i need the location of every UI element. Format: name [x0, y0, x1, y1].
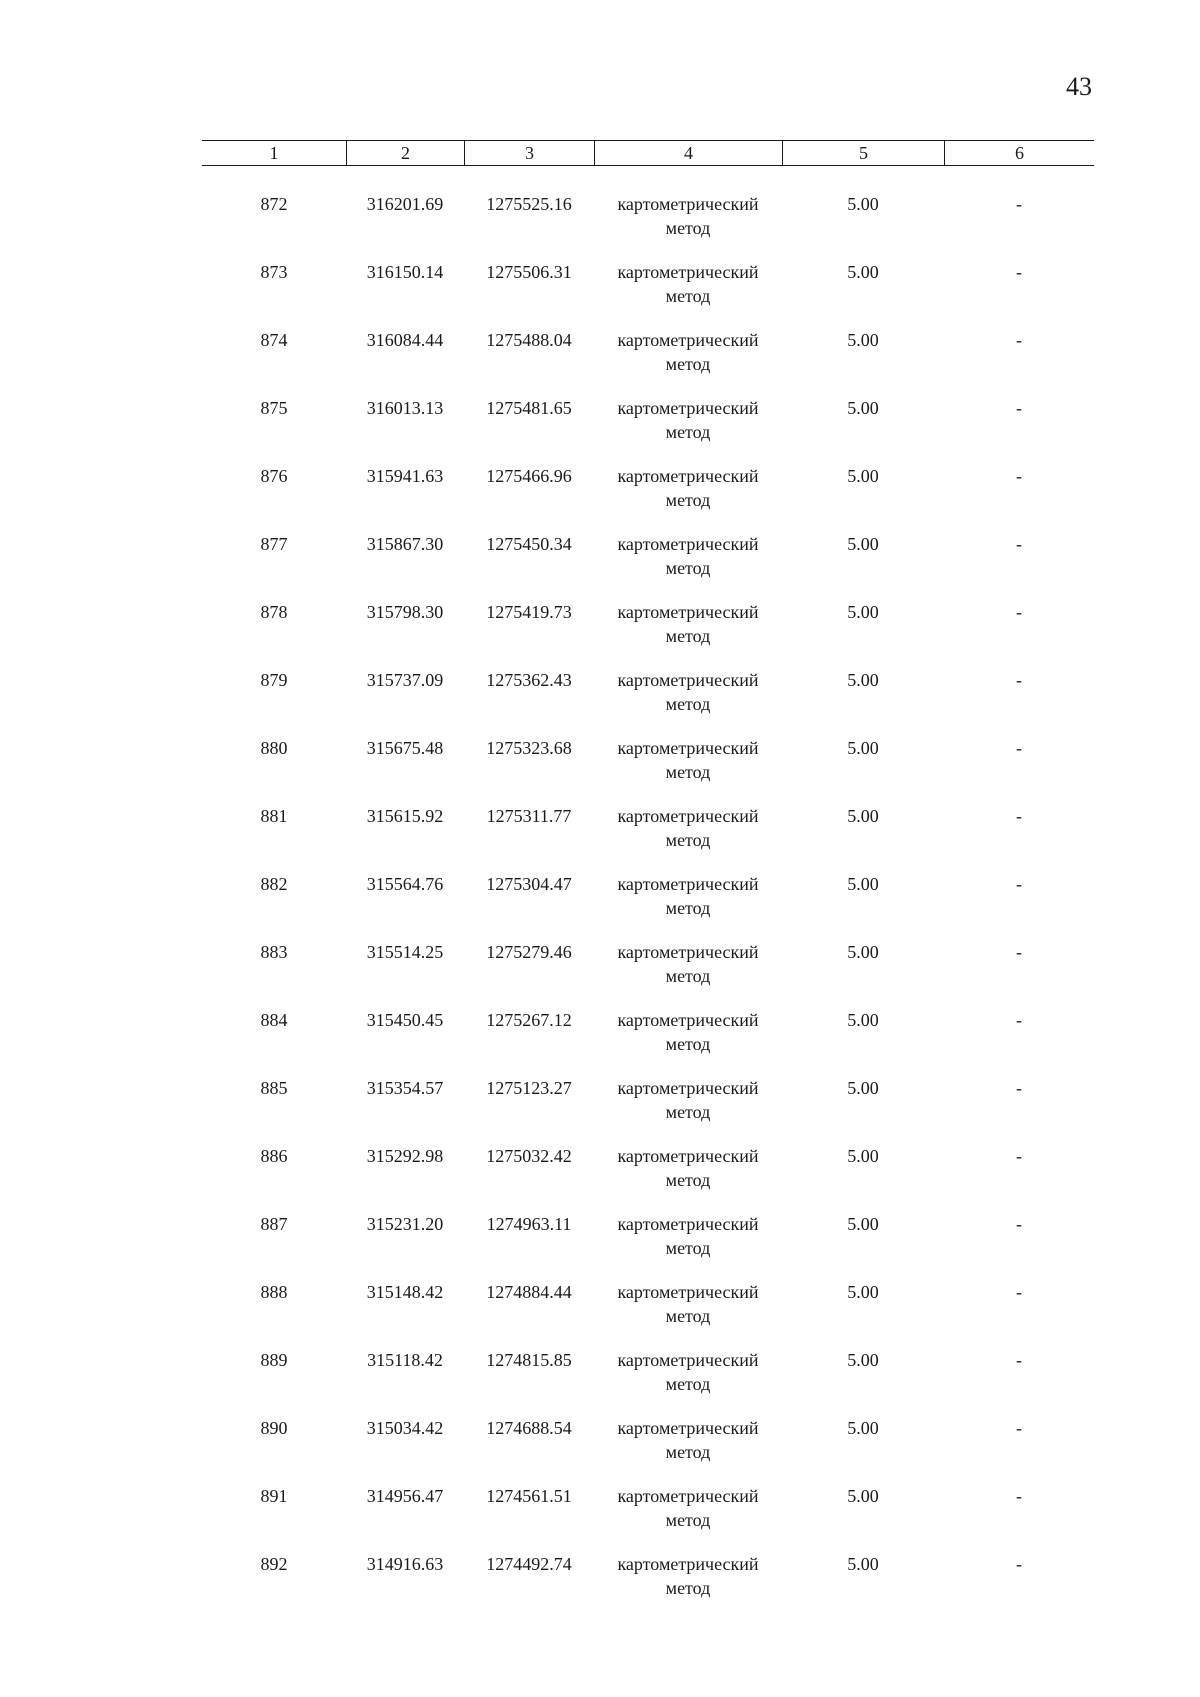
- method-line-1: картометрический: [617, 330, 759, 350]
- method: [594, 736, 782, 784]
- method-line-1: картометрический: [617, 1146, 759, 1166]
- note: -: [1016, 1146, 1022, 1166]
- method: [594, 1008, 782, 1056]
- method-line-2: метод: [665, 286, 711, 306]
- coordinate-y: 1275525.16: [486, 194, 572, 214]
- accuracy: 5.00: [847, 602, 879, 622]
- table-row: [202, 1008, 1094, 1076]
- point-number: 884: [260, 1010, 288, 1030]
- coordinate-x: 315034.42: [366, 1418, 444, 1438]
- coordinate-y: 1274492.74: [486, 1554, 572, 1574]
- method: [594, 1484, 782, 1532]
- method-line-2: метод: [665, 830, 711, 850]
- point-number: 873: [260, 262, 288, 282]
- note: -: [1016, 398, 1022, 418]
- coordinate-y: 1275267.12: [486, 1010, 572, 1030]
- note: -: [1016, 874, 1022, 894]
- method: [594, 804, 782, 852]
- note: -: [1016, 1214, 1022, 1234]
- note: -: [1016, 670, 1022, 690]
- coordinate-x: 315564.76: [366, 874, 444, 894]
- method-line-1: картометрический: [617, 1418, 759, 1438]
- accuracy: 5.00: [847, 670, 879, 690]
- note: -: [1016, 1350, 1022, 1370]
- method-line-1: картометрический: [617, 1282, 759, 1302]
- point-number: 877: [260, 534, 288, 554]
- coordinate-y: 1275279.46: [486, 942, 572, 962]
- coordinate-x: 315148.42: [366, 1282, 444, 1302]
- point-number: 882: [260, 874, 288, 894]
- accuracy: 5.00: [847, 330, 879, 350]
- coordinate-y: 1275419.73: [486, 602, 572, 622]
- table-body: [202, 192, 1094, 1620]
- method-line-2: метод: [665, 626, 711, 646]
- coordinate-y: 1274688.54: [486, 1418, 572, 1438]
- point-number: 880: [260, 738, 288, 758]
- table-row: [202, 1416, 1094, 1484]
- header-col-3: 3: [464, 141, 594, 165]
- note: -: [1016, 1486, 1022, 1506]
- coordinate-y: 1275362.43: [486, 670, 572, 690]
- method-line-1: картометрический: [617, 398, 759, 418]
- coordinate-y: 1275123.27: [486, 1078, 572, 1098]
- point-number: 885: [260, 1078, 288, 1098]
- header-col-5: 5: [782, 141, 944, 165]
- point-number: 875: [260, 398, 288, 418]
- table-row: [202, 192, 1094, 260]
- method-line-1: картометрический: [617, 738, 759, 758]
- coordinate-y: 1275311.77: [486, 806, 572, 826]
- method: [594, 1144, 782, 1192]
- page-number: 43: [1066, 72, 1092, 101]
- coordinate-y: 1275032.42: [486, 1146, 572, 1166]
- method: [594, 940, 782, 988]
- coordinate-y: 1274884.44: [486, 1282, 572, 1302]
- coordinate-x: 315737.09: [366, 670, 444, 690]
- point-number: 872: [260, 194, 288, 214]
- method-line-2: метод: [665, 1306, 711, 1326]
- table-row: [202, 804, 1094, 872]
- method: [594, 464, 782, 512]
- accuracy: 5.00: [847, 194, 879, 214]
- method-line-2: метод: [665, 1034, 711, 1054]
- method-line-1: картометрический: [617, 1214, 759, 1234]
- method-line-1: картометрический: [617, 1486, 759, 1506]
- accuracy: 5.00: [847, 942, 879, 962]
- method-line-1: картометрический: [617, 1350, 759, 1370]
- table-row: [202, 872, 1094, 940]
- point-number: 883: [260, 942, 288, 962]
- point-number: 887: [260, 1214, 288, 1234]
- point-number: 886: [260, 1146, 288, 1166]
- table-row: [202, 1484, 1094, 1552]
- table-row: [202, 1348, 1094, 1416]
- method-line-1: картометрический: [617, 262, 759, 282]
- table-row: [202, 464, 1094, 532]
- note: -: [1016, 1078, 1022, 1098]
- coordinate-x: 315450.45: [366, 1010, 444, 1030]
- method-line-2: метод: [665, 1238, 711, 1258]
- table-row: [202, 260, 1094, 328]
- table-row: [202, 532, 1094, 600]
- method: [594, 1552, 782, 1600]
- point-number: 889: [260, 1350, 288, 1370]
- accuracy: 5.00: [847, 738, 879, 758]
- method: [594, 600, 782, 648]
- table-row: [202, 1076, 1094, 1144]
- point-number: 892: [260, 1554, 288, 1574]
- table-row: [202, 1280, 1094, 1348]
- note: -: [1016, 262, 1022, 282]
- method: [594, 260, 782, 308]
- method-line-2: метод: [665, 218, 711, 238]
- method-line-2: метод: [665, 1510, 711, 1530]
- note: -: [1016, 1554, 1022, 1574]
- method: [594, 872, 782, 920]
- method-line-1: картометрический: [617, 942, 759, 962]
- note: -: [1016, 1282, 1022, 1302]
- method-line-1: картометрический: [617, 1078, 759, 1098]
- point-number: 890: [260, 1418, 288, 1438]
- coordinate-x: 315941.63: [366, 466, 444, 486]
- coordinate-x: 315354.57: [366, 1078, 444, 1098]
- header-col-6: 6: [944, 141, 1094, 165]
- accuracy: 5.00: [847, 1486, 879, 1506]
- method-line-2: метод: [665, 1442, 711, 1462]
- method-line-2: метод: [665, 1170, 711, 1190]
- table-row: [202, 1144, 1094, 1212]
- accuracy: 5.00: [847, 466, 879, 486]
- coordinate-x: 314956.47: [366, 1486, 444, 1506]
- point-number: 891: [260, 1486, 288, 1506]
- coordinate-x: 316150.14: [366, 262, 444, 282]
- method-line-1: картометрический: [617, 466, 759, 486]
- method-line-1: картометрический: [617, 602, 759, 622]
- method-line-2: метод: [665, 1102, 711, 1122]
- method: [594, 328, 782, 376]
- coordinate-y: 1275323.68: [486, 738, 572, 758]
- coordinate-x: 315231.20: [366, 1214, 444, 1234]
- coordinate-x: 316013.13: [366, 398, 444, 418]
- coordinate-y: 1275450.34: [486, 534, 572, 554]
- method: [594, 1348, 782, 1396]
- note: -: [1016, 534, 1022, 554]
- method-line-1: картометрический: [617, 670, 759, 690]
- accuracy: 5.00: [847, 1010, 879, 1030]
- coordinate-x: 315118.42: [367, 1350, 443, 1370]
- coordinate-y: 1274815.85: [486, 1350, 572, 1370]
- note: -: [1016, 1418, 1022, 1438]
- method: [594, 1212, 782, 1260]
- accuracy: 5.00: [847, 534, 879, 554]
- method-line-1: картометрический: [617, 1554, 759, 1574]
- method: [594, 1076, 782, 1124]
- method-line-1: картометрический: [617, 806, 759, 826]
- table-row: [202, 668, 1094, 736]
- table-row: [202, 328, 1094, 396]
- coordinate-y: 1275304.47: [486, 874, 572, 894]
- point-number: 878: [260, 602, 288, 622]
- note: -: [1016, 194, 1022, 214]
- method-line-2: метод: [665, 490, 711, 510]
- coordinate-x: 315867.30: [366, 534, 444, 554]
- method-line-2: метод: [665, 762, 711, 782]
- coordinate-x: 315615.92: [366, 806, 444, 826]
- coordinate-y: 1275481.65: [486, 398, 572, 418]
- coordinate-x: 316201.69: [366, 194, 444, 214]
- note: -: [1016, 942, 1022, 962]
- accuracy: 5.00: [847, 262, 879, 282]
- method: [594, 192, 782, 240]
- method-line-2: метод: [665, 558, 711, 578]
- header-col-2: 2: [346, 141, 464, 165]
- method-line-2: метод: [665, 354, 711, 374]
- method: [594, 1416, 782, 1464]
- accuracy: 5.00: [847, 1554, 879, 1574]
- coordinate-x: 316084.44: [366, 330, 444, 350]
- accuracy: 5.00: [847, 398, 879, 418]
- coordinate-y: 1274561.51: [486, 1486, 572, 1506]
- table-row: [202, 736, 1094, 804]
- table-row: [202, 1552, 1094, 1620]
- coordinate-y: 1275506.31: [486, 262, 572, 282]
- table-row: [202, 1212, 1094, 1280]
- point-number: 881: [260, 806, 288, 826]
- method-line-1: картометрический: [617, 874, 759, 894]
- method-line-1: картометрический: [617, 1010, 759, 1030]
- method: [594, 396, 782, 444]
- note: -: [1016, 330, 1022, 350]
- point-number: 879: [260, 670, 288, 690]
- method-line-2: метод: [665, 694, 711, 714]
- method-line-2: метод: [665, 966, 711, 986]
- coordinate-x: 315292.98: [366, 1146, 444, 1166]
- table-header: [202, 140, 1094, 166]
- coordinate-x: 315675.48: [366, 738, 444, 758]
- method-line-2: метод: [665, 422, 711, 442]
- note: -: [1016, 602, 1022, 622]
- note: -: [1016, 466, 1022, 486]
- table-row: [202, 396, 1094, 464]
- method: [594, 532, 782, 580]
- method-line-2: метод: [665, 898, 711, 918]
- note: -: [1016, 806, 1022, 826]
- header-col-1: 1: [269, 142, 279, 163]
- accuracy: 5.00: [847, 1282, 879, 1302]
- accuracy: 5.00: [847, 806, 879, 826]
- coordinate-x: 315798.30: [366, 602, 444, 622]
- method: [594, 1280, 782, 1328]
- point-number: 874: [260, 330, 288, 350]
- header-col-4: 4: [594, 141, 782, 165]
- accuracy: 5.00: [847, 1350, 879, 1370]
- accuracy: 5.00: [847, 1078, 879, 1098]
- point-number: 876: [260, 466, 288, 486]
- accuracy: 5.00: [847, 1418, 879, 1438]
- note: -: [1016, 1010, 1022, 1030]
- coordinate-x: 314916.63: [366, 1554, 444, 1574]
- method-line-1: картометрический: [617, 194, 759, 214]
- point-number: 888: [260, 1282, 288, 1302]
- table-row: [202, 940, 1094, 1008]
- method-line-1: картометрический: [617, 534, 759, 554]
- accuracy: 5.00: [847, 1146, 879, 1166]
- coordinate-x: 315514.25: [366, 942, 444, 962]
- accuracy: 5.00: [847, 874, 879, 894]
- method-line-2: метод: [665, 1578, 711, 1598]
- table-row: [202, 600, 1094, 668]
- method-line-2: метод: [665, 1374, 711, 1394]
- method: [594, 668, 782, 716]
- accuracy: 5.00: [847, 1214, 879, 1234]
- note: -: [1016, 738, 1022, 758]
- coordinate-y: 1274963.11: [486, 1214, 572, 1234]
- coordinate-y: 1275488.04: [486, 330, 572, 350]
- coordinate-y: 1275466.96: [486, 466, 572, 486]
